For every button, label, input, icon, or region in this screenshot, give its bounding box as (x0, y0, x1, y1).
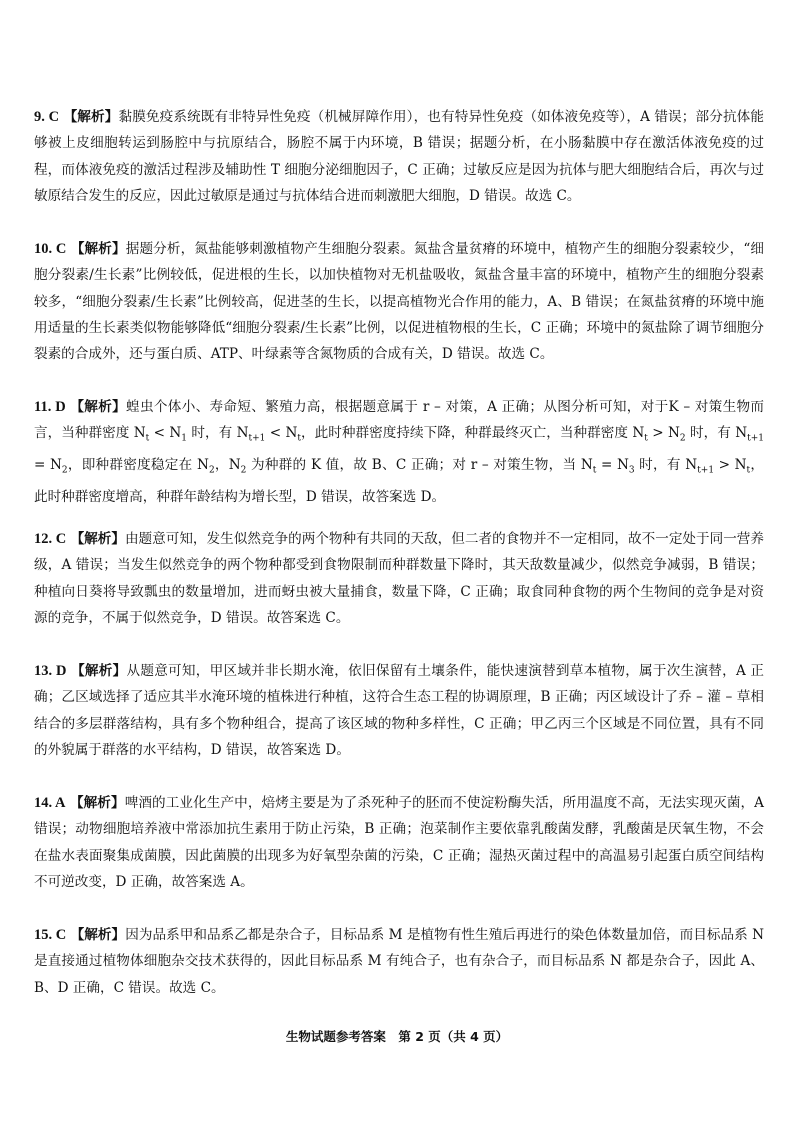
page-footer: 生物试题参考答案 第 2 页（共 4 页） (285, 1029, 509, 1044)
answer-number: 15. C (34, 927, 67, 943)
analysis-text: 黏膜免疫系统既有非特异性免疫（机械屏障作用），也有特异性免疫（如体液免疫等），A 错误；部分抗体能够被上皮细胞转运到肠腔中与抗原结合，肠腔不属于内环境，B 错误；据题分析，在小肠黏膜中存在激活体液免疫的过程，而体液免疫的激活过程涉及辅助性 T 细胞分泌细胞因子，C 正确；过敏反应是因为抗体与肥大细胞结合后，再次与过敏原结合发生的反应，因此过敏原是通过与抗体结合进而刺激肥大细胞，D 错误。故选 C。 (34, 109, 764, 204)
answer-number: 11. D (34, 399, 66, 415)
answer-item-10 (34, 236, 764, 367)
analysis-text: 因为品系甲和品系乙都是杂合子，目标品系 M 是植物有性生殖后再进行的染色体数量加倍，而目标品系 N 是直接通过植物体细胞杂交技术获得的，因此目标品系 M 有纯合子，也有杂合子，而目标品系 N 都是杂合子，因此 A、B、D 正确，C 错误。故选 C。 (34, 927, 764, 996)
analysis-tag: 【解析】 (70, 241, 126, 257)
analysis-text: 蝗虫个体小、寿命短、繁殖力高，根据题意属于 r – 对策，A 正确；从图分析可知，对于K – 对策生物而言，当种群密度 $N_t < N_1$ 时，有 $N_{t+1} < N_t$，此时种群密度持续下降，种群最终灭亡，当种群密度 $N_t > N_2$ 时，有 $N_{t+1} = N_2$，即种群密度稳定在 $N_2$，$N_2$ 为种群的 K 值，故 B、C 正确；对 r – 对策生物，当 $N_t = N_3$ 时，有 $N_{t+1} > N_t$，此时种群密度增高，种群年龄结构为增长型，D 错误，故答案选 D。 (34, 399, 765, 506)
analysis-text: 从题意可知，甲区域并非长期水淹，依旧保留有土壤条件，能快速演替到草本植物，属于次生演替，A 正确；乙区域选择了适应其半水淹环境的植株进行种植，这符合生态工程的协调原理，B 正确；丙区域设计了乔 – 灌 – 草相结合的多层群落结构，具有多个物种组合，提高了该区域的物种多样性，C 正确；甲乙丙三个区域是不同位置，具有不同的外貌属于群落的水平结构，D 错误，故答案选 D。 (34, 663, 765, 758)
analysis-text: 据题分析，氮盐能够刺激植物产生细胞分裂素。氮盐含量贫瘠的环境中，植物产生的细胞分裂素较少，“细胞分裂素/生长素”比例较低，促进根的生长，以加快植物对无机盐吸收，氮盐含量丰富的环境中，植物产生的细胞分裂素较多，“细胞分裂素/生长素”比例较高，促进茎的生长，以提高植物光合作用的能力，A、B 错误；在氮盐贫瘠的环境中施用适量的生长素类似物能够降低“细胞分裂素/生长素”比例，以促进植物根的生长，C 正确；环境中的氮盐除了调节细胞分裂素的合成外，还与蛋白质、ATP、叶绿素等含氮物质的合成有关，D 错误。故选 C。 (34, 241, 764, 363)
analysis-tag: 【解析】 (63, 109, 119, 125)
answer-item-11 (34, 394, 764, 511)
answer-number: 13. D (34, 663, 67, 679)
analysis-tag: 【解析】 (70, 927, 126, 943)
analysis-text: 啤酒的工业化生产中，焙烤主要是为了杀死种子的胚而不使淀粉酶失活，所用温度不高，无法实现灭菌，A 错误；动物细胞培养液中常添加抗生素用于防止污染，B 正确；泡菜制作主要依靠乳酸菌发酵，乳酸菌是厌氧生物，不会在盐水表面聚集成菌膜，因此菌膜的出现多为好氧型杂菌的污染，C 正确；湿热灭菌过程中的高温易引起蛋白质空间结构不可逆改变，D 正确，故答案选 A。 (34, 795, 765, 890)
answer-item-13 (34, 658, 764, 763)
answer-item-14 (34, 790, 764, 895)
analysis-text: 由题意可知，发生似然竞争的两个物种有共同的天敌，但二者的食物并不一定相同，故不一定处于同一营养级，A 错误；当发生似然竞争的两个物种都受到食物限制而种群数量下降时，其天敌数量减少，似然竞争减弱，B 错误；种植向日葵将导致瓢虫的数量增加，进而蚜虫被大量捕食，数量下降，C 正确；取食同种食物的两个生物间的竞争是对资源的竞争，不属于似然竞争，D 错误。故答案选 C。 (34, 531, 764, 626)
answer-number: 9. C (34, 109, 60, 125)
analysis-tag: 【解析】 (70, 531, 125, 547)
answer-number: 12. C (34, 531, 67, 547)
analysis-tag: 【解析】 (71, 663, 127, 679)
answer-item-12 (34, 526, 764, 631)
answer-item-9 (34, 104, 764, 209)
analysis-tag: 【解析】 (70, 399, 127, 415)
answer-number: 14. A (34, 795, 66, 811)
answer-item-15 (34, 922, 764, 1001)
answer-number: 10. C (34, 241, 67, 257)
analysis-tag: 【解析】 (69, 795, 125, 811)
